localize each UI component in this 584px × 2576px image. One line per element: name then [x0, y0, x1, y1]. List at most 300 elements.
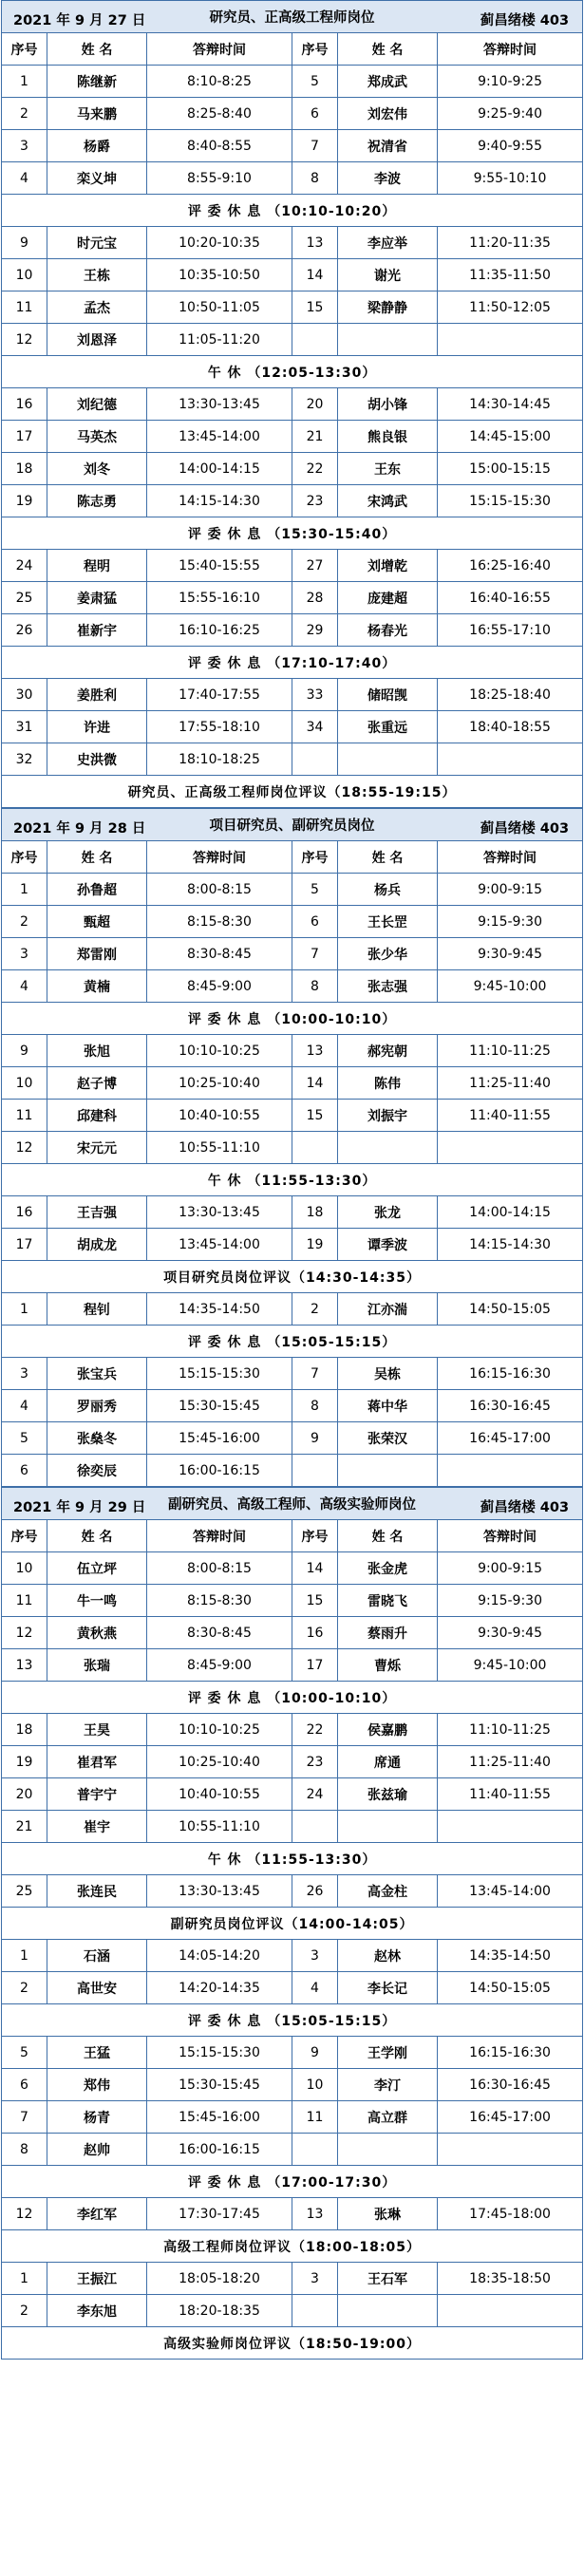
time-cell: 17:40-17:55	[147, 679, 292, 711]
table-row	[2, 1455, 583, 1487]
time-cell	[438, 1811, 583, 1843]
seq-cell: 7	[292, 938, 338, 970]
seq-cell	[292, 1132, 338, 1164]
seq-cell: 6	[2, 1455, 47, 1487]
name-cell: 张瑞	[47, 1649, 147, 1682]
break-label: 评 委 休 息 （15:30-15:40）	[2, 517, 583, 550]
name-cell: 郑成武	[338, 66, 438, 98]
seq-cell	[292, 2295, 338, 2327]
name-cell: 宋鸿武	[338, 485, 438, 517]
column-header: 答辩时间	[438, 1520, 583, 1552]
break-row	[2, 1003, 583, 1035]
table-row	[2, 1358, 583, 1390]
time-cell: 9:30-9:45	[438, 1617, 583, 1649]
time-cell: 14:50-15:05	[438, 1293, 583, 1326]
table-row	[2, 1422, 583, 1455]
seq-cell: 3	[2, 1358, 47, 1390]
name-cell: 张荣汉	[338, 1422, 438, 1455]
seq-cell: 5	[292, 874, 338, 906]
seq-cell: 29	[292, 614, 338, 647]
seq-cell: 16	[2, 388, 47, 421]
name-cell: 宋元元	[47, 1132, 147, 1164]
seq-cell: 7	[292, 130, 338, 162]
seq-cell: 5	[292, 66, 338, 98]
time-cell: 17:45-18:00	[438, 2198, 583, 2230]
break-row	[2, 2166, 583, 2198]
break-label: 评 委 休 息 （10:00-10:10）	[2, 1003, 583, 1035]
time-cell: 10:25-10:40	[147, 1746, 292, 1778]
seq-cell: 15	[292, 1100, 338, 1132]
column-header: 姓 名	[47, 33, 147, 66]
name-cell: 李汀	[338, 2069, 438, 2101]
break-label: 高级工程师岗位评议（18:00-18:05）	[2, 2230, 583, 2263]
table-row	[2, 227, 583, 259]
table-row	[2, 2263, 583, 2295]
time-cell: 16:40-16:55	[438, 582, 583, 614]
time-cell: 11:20-11:35	[438, 227, 583, 259]
seq-cell: 27	[292, 550, 338, 582]
time-cell: 14:50-15:05	[438, 1972, 583, 2004]
name-cell: 刘振宇	[338, 1100, 438, 1132]
seq-cell: 12	[2, 1617, 47, 1649]
seq-cell: 12	[2, 324, 47, 356]
name-cell: 赵林	[338, 1940, 438, 1972]
name-cell: 庞建超	[338, 582, 438, 614]
name-cell: 席通	[338, 1746, 438, 1778]
column-header: 姓 名	[338, 841, 438, 874]
name-cell: 张少华	[338, 938, 438, 970]
seq-cell: 3	[2, 130, 47, 162]
name-cell: 刘恩泽	[47, 324, 147, 356]
table-row	[2, 421, 583, 453]
time-cell: 10:10-10:25	[147, 1714, 292, 1746]
seq-cell: 16	[2, 1196, 47, 1229]
time-cell: 15:00-15:15	[438, 453, 583, 485]
break-row	[2, 195, 583, 227]
name-cell: 张琳	[338, 2198, 438, 2230]
seq-cell: 11	[2, 1100, 47, 1132]
time-cell: 15:15-15:30	[147, 1358, 292, 1390]
time-cell: 9:25-9:40	[438, 98, 583, 130]
name-cell: 李长记	[338, 1972, 438, 2004]
seq-cell: 25	[2, 582, 47, 614]
seq-cell: 1	[2, 1940, 47, 1972]
time-cell: 16:10-16:25	[147, 614, 292, 647]
time-cell	[438, 2134, 583, 2166]
name-cell: 蔡雨升	[338, 1617, 438, 1649]
time-cell: 15:30-15:45	[147, 1390, 292, 1422]
time-cell: 11:50-12:05	[438, 291, 583, 324]
column-header: 答辩时间	[147, 841, 292, 874]
name-cell: 黄秋燕	[47, 1617, 147, 1649]
seq-cell: 26	[2, 614, 47, 647]
break-row	[2, 776, 583, 808]
seq-cell: 13	[292, 227, 338, 259]
seq-cell: 23	[292, 1746, 338, 1778]
column-header: 序号	[292, 33, 338, 66]
seq-cell: 1	[2, 2263, 47, 2295]
name-cell: 郝宪朝	[338, 1035, 438, 1067]
section-date-title: 2021 年 9 月 28 日	[13, 821, 146, 837]
seq-cell: 11	[2, 291, 47, 324]
name-cell: 徐奕辰	[47, 1455, 147, 1487]
seq-cell: 3	[2, 938, 47, 970]
name-cell: 刘宏伟	[338, 98, 438, 130]
schedule-table-day-3	[1, 1487, 583, 2360]
time-cell: 8:25-8:40	[147, 98, 292, 130]
seq-cell: 23	[292, 485, 338, 517]
time-cell: 14:45-15:00	[438, 421, 583, 453]
table-row	[2, 2134, 583, 2166]
column-header: 序号	[2, 1520, 47, 1552]
section-room: 蓟昌绪楼 403	[480, 13, 570, 28]
table-row	[2, 388, 583, 421]
table-row	[2, 98, 583, 130]
name-cell: 高金柱	[338, 1875, 438, 1908]
time-cell: 11:25-11:40	[438, 1746, 583, 1778]
schedule-table-day-1	[1, 0, 583, 808]
name-cell	[338, 324, 438, 356]
break-row	[2, 1682, 583, 1714]
time-cell: 11:35-11:50	[438, 259, 583, 291]
section-title	[2, 809, 583, 841]
table-row	[2, 1617, 583, 1649]
table-row	[2, 324, 583, 356]
seq-cell: 12	[2, 1132, 47, 1164]
name-cell: 梁静静	[338, 291, 438, 324]
time-cell: 13:30-13:45	[147, 1196, 292, 1229]
time-cell: 8:10-8:25	[147, 66, 292, 98]
time-cell: 16:15-16:30	[438, 2037, 583, 2069]
break-label: 评 委 休 息 （10:10-10:20）	[2, 195, 583, 227]
seq-cell: 6	[292, 906, 338, 938]
break-label: 午 休 （12:05-13:30）	[2, 356, 583, 388]
time-cell: 9:45-10:00	[438, 970, 583, 1003]
name-cell: 牛一鸣	[47, 1585, 147, 1617]
break-label: 高级实验师岗位评议（18:50-19:00）	[2, 2327, 583, 2360]
seq-cell: 5	[2, 2037, 47, 2069]
seq-cell: 20	[2, 1778, 47, 1811]
time-cell	[438, 743, 583, 776]
seq-cell: 22	[292, 1714, 338, 1746]
table-row	[2, 485, 583, 517]
section-title	[2, 1, 583, 33]
table-row	[2, 1390, 583, 1422]
table-row	[2, 66, 583, 98]
name-cell: 孟杰	[47, 291, 147, 324]
break-label: 副研究员岗位评议（14:00-14:05）	[2, 1908, 583, 1940]
name-cell: 李应举	[338, 227, 438, 259]
section-post-title: 项目研究员、副研究员岗位	[209, 818, 375, 834]
name-cell: 陈志勇	[47, 485, 147, 517]
seq-cell: 30	[2, 679, 47, 711]
column-header: 答辩时间	[438, 841, 583, 874]
seq-cell: 13	[292, 1035, 338, 1067]
seq-cell: 2	[2, 906, 47, 938]
table-row	[2, 2101, 583, 2134]
time-cell: 9:45-10:00	[438, 1649, 583, 1682]
seq-cell: 19	[2, 485, 47, 517]
seq-cell: 3	[292, 1940, 338, 1972]
break-row	[2, 1843, 583, 1875]
name-cell	[338, 1132, 438, 1164]
seq-cell: 10	[2, 1552, 47, 1585]
seq-cell: 32	[2, 743, 47, 776]
section-title-row	[2, 809, 583, 841]
name-cell: 曹烁	[338, 1649, 438, 1682]
name-cell: 熊良银	[338, 421, 438, 453]
time-cell: 13:30-13:45	[147, 388, 292, 421]
time-cell: 10:35-10:50	[147, 259, 292, 291]
name-cell: 祝清省	[338, 130, 438, 162]
name-cell: 栾义坤	[47, 162, 147, 195]
time-cell: 8:55-9:10	[147, 162, 292, 195]
time-cell: 9:55-10:10	[438, 162, 583, 195]
seq-cell: 8	[2, 2134, 47, 2166]
time-cell: 15:45-16:00	[147, 2101, 292, 2134]
table-row	[2, 1132, 583, 1164]
seq-cell: 18	[2, 453, 47, 485]
name-cell: 郑伟	[47, 2069, 147, 2101]
seq-cell	[292, 743, 338, 776]
name-cell: 侯嘉鹏	[338, 1714, 438, 1746]
seq-cell	[292, 1811, 338, 1843]
table-row	[2, 162, 583, 195]
seq-cell: 1	[2, 1293, 47, 1326]
table-row	[2, 906, 583, 938]
seq-cell: 19	[2, 1746, 47, 1778]
seq-cell: 7	[2, 2101, 47, 2134]
name-cell: 张兹瑜	[338, 1778, 438, 1811]
name-cell: 胡小锋	[338, 388, 438, 421]
table-row	[2, 2037, 583, 2069]
seq-cell: 14	[292, 1067, 338, 1100]
seq-cell: 11	[292, 2101, 338, 2134]
name-cell: 王长罡	[338, 906, 438, 938]
time-cell: 17:55-18:10	[147, 711, 292, 743]
name-cell: 张龙	[338, 1196, 438, 1229]
break-row	[2, 1261, 583, 1293]
seq-cell: 17	[2, 421, 47, 453]
seq-cell: 10	[292, 2069, 338, 2101]
break-row	[2, 356, 583, 388]
name-cell: 蒋中华	[338, 1390, 438, 1422]
time-cell: 8:40-8:55	[147, 130, 292, 162]
seq-cell: 28	[292, 582, 338, 614]
name-cell: 姜肃猛	[47, 582, 147, 614]
break-label: 评 委 休 息 （15:05-15:15）	[2, 2004, 583, 2037]
seq-cell: 17	[292, 1649, 338, 1682]
column-header: 答辩时间	[147, 33, 292, 66]
seq-cell: 20	[292, 388, 338, 421]
seq-cell: 10	[2, 259, 47, 291]
name-cell: 谭季波	[338, 1229, 438, 1261]
name-cell: 张燊冬	[47, 1422, 147, 1455]
time-cell: 8:45-9:00	[147, 970, 292, 1003]
table-row	[2, 1811, 583, 1843]
name-cell: 甄超	[47, 906, 147, 938]
name-cell: 王东	[338, 453, 438, 485]
seq-cell: 33	[292, 679, 338, 711]
name-cell: 谢光	[338, 259, 438, 291]
defense-schedule	[1, 0, 583, 2360]
name-cell: 李东旭	[47, 2295, 147, 2327]
column-header: 姓 名	[338, 33, 438, 66]
seq-cell: 4	[2, 1390, 47, 1422]
time-cell: 11:10-11:25	[438, 1714, 583, 1746]
time-cell: 14:05-14:20	[147, 1940, 292, 1972]
name-cell: 王吉强	[47, 1196, 147, 1229]
name-cell: 伍立坪	[47, 1552, 147, 1585]
table-row	[2, 2069, 583, 2101]
time-cell: 11:25-11:40	[438, 1067, 583, 1100]
name-cell: 张重远	[338, 711, 438, 743]
section-title-row	[2, 1488, 583, 1520]
time-cell: 10:10-10:25	[147, 1035, 292, 1067]
time-cell: 13:45-14:00	[438, 1875, 583, 1908]
section-date-title: 2021 年 9 月 27 日	[13, 13, 146, 28]
name-cell: 史洪微	[47, 743, 147, 776]
table-row	[2, 453, 583, 485]
seq-cell: 21	[292, 421, 338, 453]
name-cell: 高立群	[338, 2101, 438, 2134]
name-cell: 张志强	[338, 970, 438, 1003]
name-cell: 崔新宇	[47, 614, 147, 647]
name-cell: 张旭	[47, 1035, 147, 1067]
section-title-row	[2, 1, 583, 33]
column-header: 序号	[2, 841, 47, 874]
name-cell: 杨爵	[47, 130, 147, 162]
name-cell: 刘纪德	[47, 388, 147, 421]
name-cell: 王栋	[47, 259, 147, 291]
time-cell: 9:15-9:30	[438, 906, 583, 938]
time-cell: 10:55-11:10	[147, 1811, 292, 1843]
break-row	[2, 647, 583, 679]
time-cell: 14:35-14:50	[438, 1940, 583, 1972]
time-cell: 13:45-14:00	[147, 421, 292, 453]
seq-cell: 14	[292, 259, 338, 291]
name-cell: 李波	[338, 162, 438, 195]
break-label: 项目研究员岗位评议（14:30-14:35）	[2, 1261, 583, 1293]
name-cell: 张宝兵	[47, 1358, 147, 1390]
section-date-title: 2021 年 9 月 29 日	[13, 1500, 146, 1515]
name-cell: 储昭觊	[338, 679, 438, 711]
seq-cell: 25	[2, 1875, 47, 1908]
time-cell: 18:35-18:50	[438, 2263, 583, 2295]
seq-cell: 1	[2, 874, 47, 906]
seq-cell: 24	[2, 550, 47, 582]
seq-cell: 1	[2, 66, 47, 98]
column-header: 序号	[292, 1520, 338, 1552]
break-label: 评 委 休 息 （15:05-15:15）	[2, 1326, 583, 1358]
name-cell: 陈继新	[47, 66, 147, 98]
seq-cell: 6	[292, 98, 338, 130]
time-cell: 13:30-13:45	[147, 1875, 292, 1908]
table-row	[2, 130, 583, 162]
name-cell	[338, 2295, 438, 2327]
time-cell	[438, 324, 583, 356]
time-cell: 14:15-14:30	[438, 1229, 583, 1261]
table-row	[2, 2295, 583, 2327]
table-row	[2, 1875, 583, 1908]
seq-cell: 5	[2, 1422, 47, 1455]
seq-cell: 16	[292, 1617, 338, 1649]
seq-cell: 18	[292, 1196, 338, 1229]
seq-cell	[292, 1455, 338, 1487]
column-header: 序号	[2, 33, 47, 66]
time-cell: 10:40-10:55	[147, 1100, 292, 1132]
name-cell: 马来鹏	[47, 98, 147, 130]
name-cell: 孙鲁超	[47, 874, 147, 906]
name-cell: 黄楠	[47, 970, 147, 1003]
table-row	[2, 1035, 583, 1067]
seq-cell: 31	[2, 711, 47, 743]
name-cell: 王猛	[47, 2037, 147, 2069]
seq-cell: 8	[292, 970, 338, 1003]
table-row	[2, 1229, 583, 1261]
header-row	[2, 1520, 583, 1552]
time-cell: 13:45-14:00	[147, 1229, 292, 1261]
time-cell: 9:00-9:15	[438, 874, 583, 906]
name-cell: 许进	[47, 711, 147, 743]
time-cell: 9:10-9:25	[438, 66, 583, 98]
seq-cell: 9	[2, 227, 47, 259]
time-cell: 8:45-9:00	[147, 1649, 292, 1682]
column-header: 答辩时间	[438, 33, 583, 66]
name-cell: 高世安	[47, 1972, 147, 2004]
section-room: 蓟昌绪楼 403	[480, 1500, 570, 1515]
name-cell	[338, 743, 438, 776]
time-cell: 16:45-17:00	[438, 2101, 583, 2134]
seq-cell: 8	[292, 162, 338, 195]
seq-cell	[292, 2134, 338, 2166]
time-cell: 14:30-14:45	[438, 388, 583, 421]
time-cell: 15:55-16:10	[147, 582, 292, 614]
table-row	[2, 1778, 583, 1811]
name-cell: 马英杰	[47, 421, 147, 453]
table-row	[2, 1196, 583, 1229]
section-title	[2, 1488, 583, 1520]
break-label: 午 休 （11:55-13:30）	[2, 1843, 583, 1875]
name-cell: 赵子博	[47, 1067, 147, 1100]
seq-cell: 14	[292, 1552, 338, 1585]
column-header: 序号	[292, 841, 338, 874]
table-row	[2, 711, 583, 743]
name-cell: 江亦湍	[338, 1293, 438, 1326]
table-row	[2, 1067, 583, 1100]
break-row	[2, 1326, 583, 1358]
table-row	[2, 874, 583, 906]
seq-cell: 15	[292, 1585, 338, 1617]
table-row	[2, 1293, 583, 1326]
break-label: 评 委 休 息 （10:00-10:10）	[2, 1682, 583, 1714]
time-cell: 16:30-16:45	[438, 1390, 583, 1422]
schedule-table-day-2	[1, 808, 583, 1487]
name-cell: 王昊	[47, 1714, 147, 1746]
time-cell: 15:40-15:55	[147, 550, 292, 582]
time-cell: 16:00-16:15	[147, 1455, 292, 1487]
time-cell: 11:40-11:55	[438, 1100, 583, 1132]
seq-cell: 8	[292, 1390, 338, 1422]
break-label: 午 休 （11:55-13:30）	[2, 1164, 583, 1196]
seq-cell: 2	[2, 98, 47, 130]
name-cell: 郑雷刚	[47, 938, 147, 970]
name-cell	[338, 2134, 438, 2166]
name-cell: 崔君军	[47, 1746, 147, 1778]
time-cell: 14:20-14:35	[147, 1972, 292, 2004]
table-row	[2, 970, 583, 1003]
seq-cell: 4	[2, 162, 47, 195]
